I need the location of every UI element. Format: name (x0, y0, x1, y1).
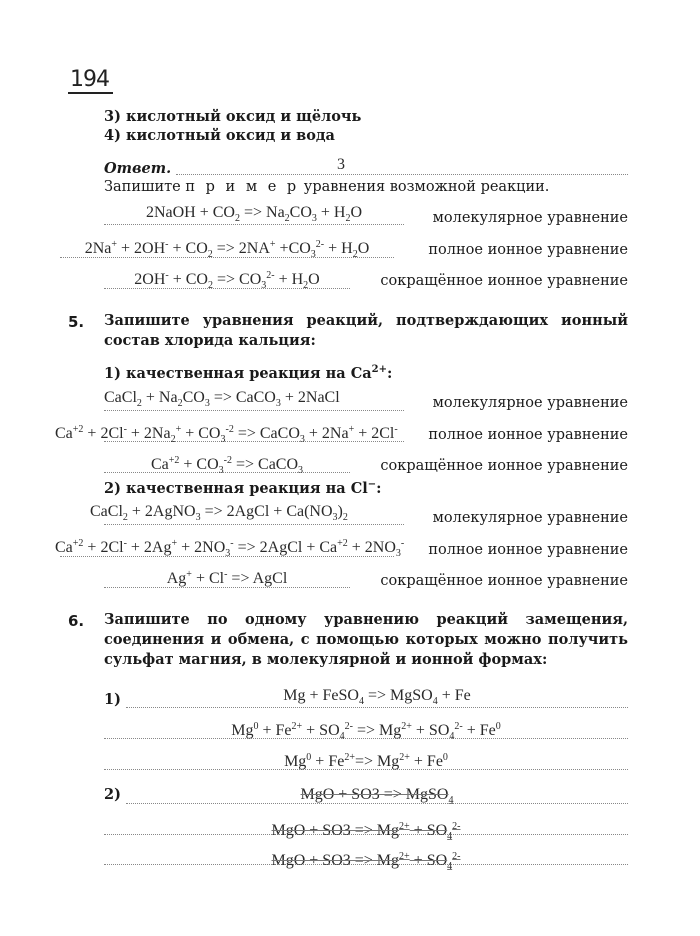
item-2-label: 2) (104, 786, 121, 803)
instruction-tail: уравнения возможной реакции. (303, 179, 550, 195)
option-4: 4) кислотный оксид и вода (104, 127, 335, 144)
equation-compound-full-ionic: MgO + $SO3 => Mg^{2+} + SO_4^{2-}$ (271, 821, 461, 842)
equation-label: полное ионное уравнение (428, 242, 628, 258)
equation-substitution-molecular: Mg + FeSO$_4$ => MgSO$_4$ + Fe (283, 687, 471, 707)
answer-line (176, 174, 628, 175)
task-6-text: Запишите по одному уравнению реакций замещения, соединения и обмена, с помощью которых можно получить сульфат магния, в молекулярной и ионной формах: (104, 611, 628, 668)
equation-label: молекулярное уравнение (432, 510, 628, 526)
equation-molecular: CaCl$_2$ + 2AgNO$_3$ => 2AgCl + $Ca(NO_3)_2$ (90, 503, 348, 523)
option-3: 3) кислотный оксид и щёлочь (104, 108, 362, 125)
answer-value: 3 (337, 156, 345, 173)
equation-label: молекулярное уравнение (432, 210, 628, 226)
equation-molecular: CaCl$_2$ + $Na_2CO_3$ => CaCO$_3$ + 2NaCl (104, 389, 340, 409)
equation-short-ionic: $Ca^{+2} + CO_3^{-2}$ => CaCO$_3$ (150, 455, 304, 476)
task-5-text: Запишите уравнения реакций, подтверждающих ионный состав хлорида кальция: (104, 312, 628, 349)
task-5-number: 5. (68, 313, 85, 331)
equation-substitution-full-ionic: $Mg^0 + Fe^{2+} + SO_4^{2-} => Mg^{2+} + SO_4^{2-} + Fe^0$ (231, 721, 501, 742)
equation-label: молекулярное уравнение (432, 395, 628, 411)
equation-short-ionic: Ag+ + Cl- => AgCl (166, 569, 288, 587)
task-5-part-2-title: 2) качественная реакция на Cl−: (104, 479, 382, 497)
equation-molecular: 2NaOH + $CO_2 => Na_2CO_3 + H_2O$ (145, 204, 363, 224)
instruction-emphasis: п р и м е р (185, 179, 300, 195)
equation-label: сокращённое ионное уравнение (380, 573, 628, 589)
equation-label: полное ионное уравнение (428, 427, 628, 443)
equation-full-ionic: $Ca^{+2} + 2Cl^- + 2Na_2^+ + CO_3^{-2}$ => CaCO$_3$ + 2Na+ + 2Cl- (55, 424, 398, 445)
instruction (104, 178, 549, 196)
equation-label: сокращённое ионное уравнение (380, 273, 628, 289)
equation-compound-molecular: MgO + SO3 => MgSO$_4$ (300, 786, 454, 806)
instruction-head: Запишите (104, 179, 181, 195)
equation-short-ionic: $2OH^- + CO_2 => CO_3^{2-} + H_2O$ (134, 270, 320, 291)
answer-label: Ответ. (104, 160, 172, 177)
page-number: 194 (68, 68, 113, 94)
equation-substitution-short-ionic: $Mg^0 + Fe^{2+}=> Mg^{2+} + Fe^0$ (284, 752, 448, 770)
equation-label: сокращённое ионное уравнение (380, 458, 628, 474)
equation-full-ionic: $2Na^+ + 2OH^- + CO_2 => 2NA^+ +CO_3^{2-} + H_2O$ (84, 239, 370, 260)
task-6-number: 6. (68, 612, 85, 630)
equation-full-ionic: $Ca^{+2} + 2Cl^- + 2Ag^+ + 2NO_3^-$ => 2AgCl + $Ca^{+2} + 2NO_3^-$ (55, 538, 405, 559)
equation-compound-short-ionic: MgO + $SO3 => Mg^{2+} + SO_4^{2-}$ (271, 851, 461, 872)
item-1-label: 1) (104, 691, 121, 708)
equation-label: полное ионное уравнение (428, 542, 628, 558)
task-5-part-1-title: 1) качественная реакция на $Ca^{2+}$: (104, 364, 393, 382)
